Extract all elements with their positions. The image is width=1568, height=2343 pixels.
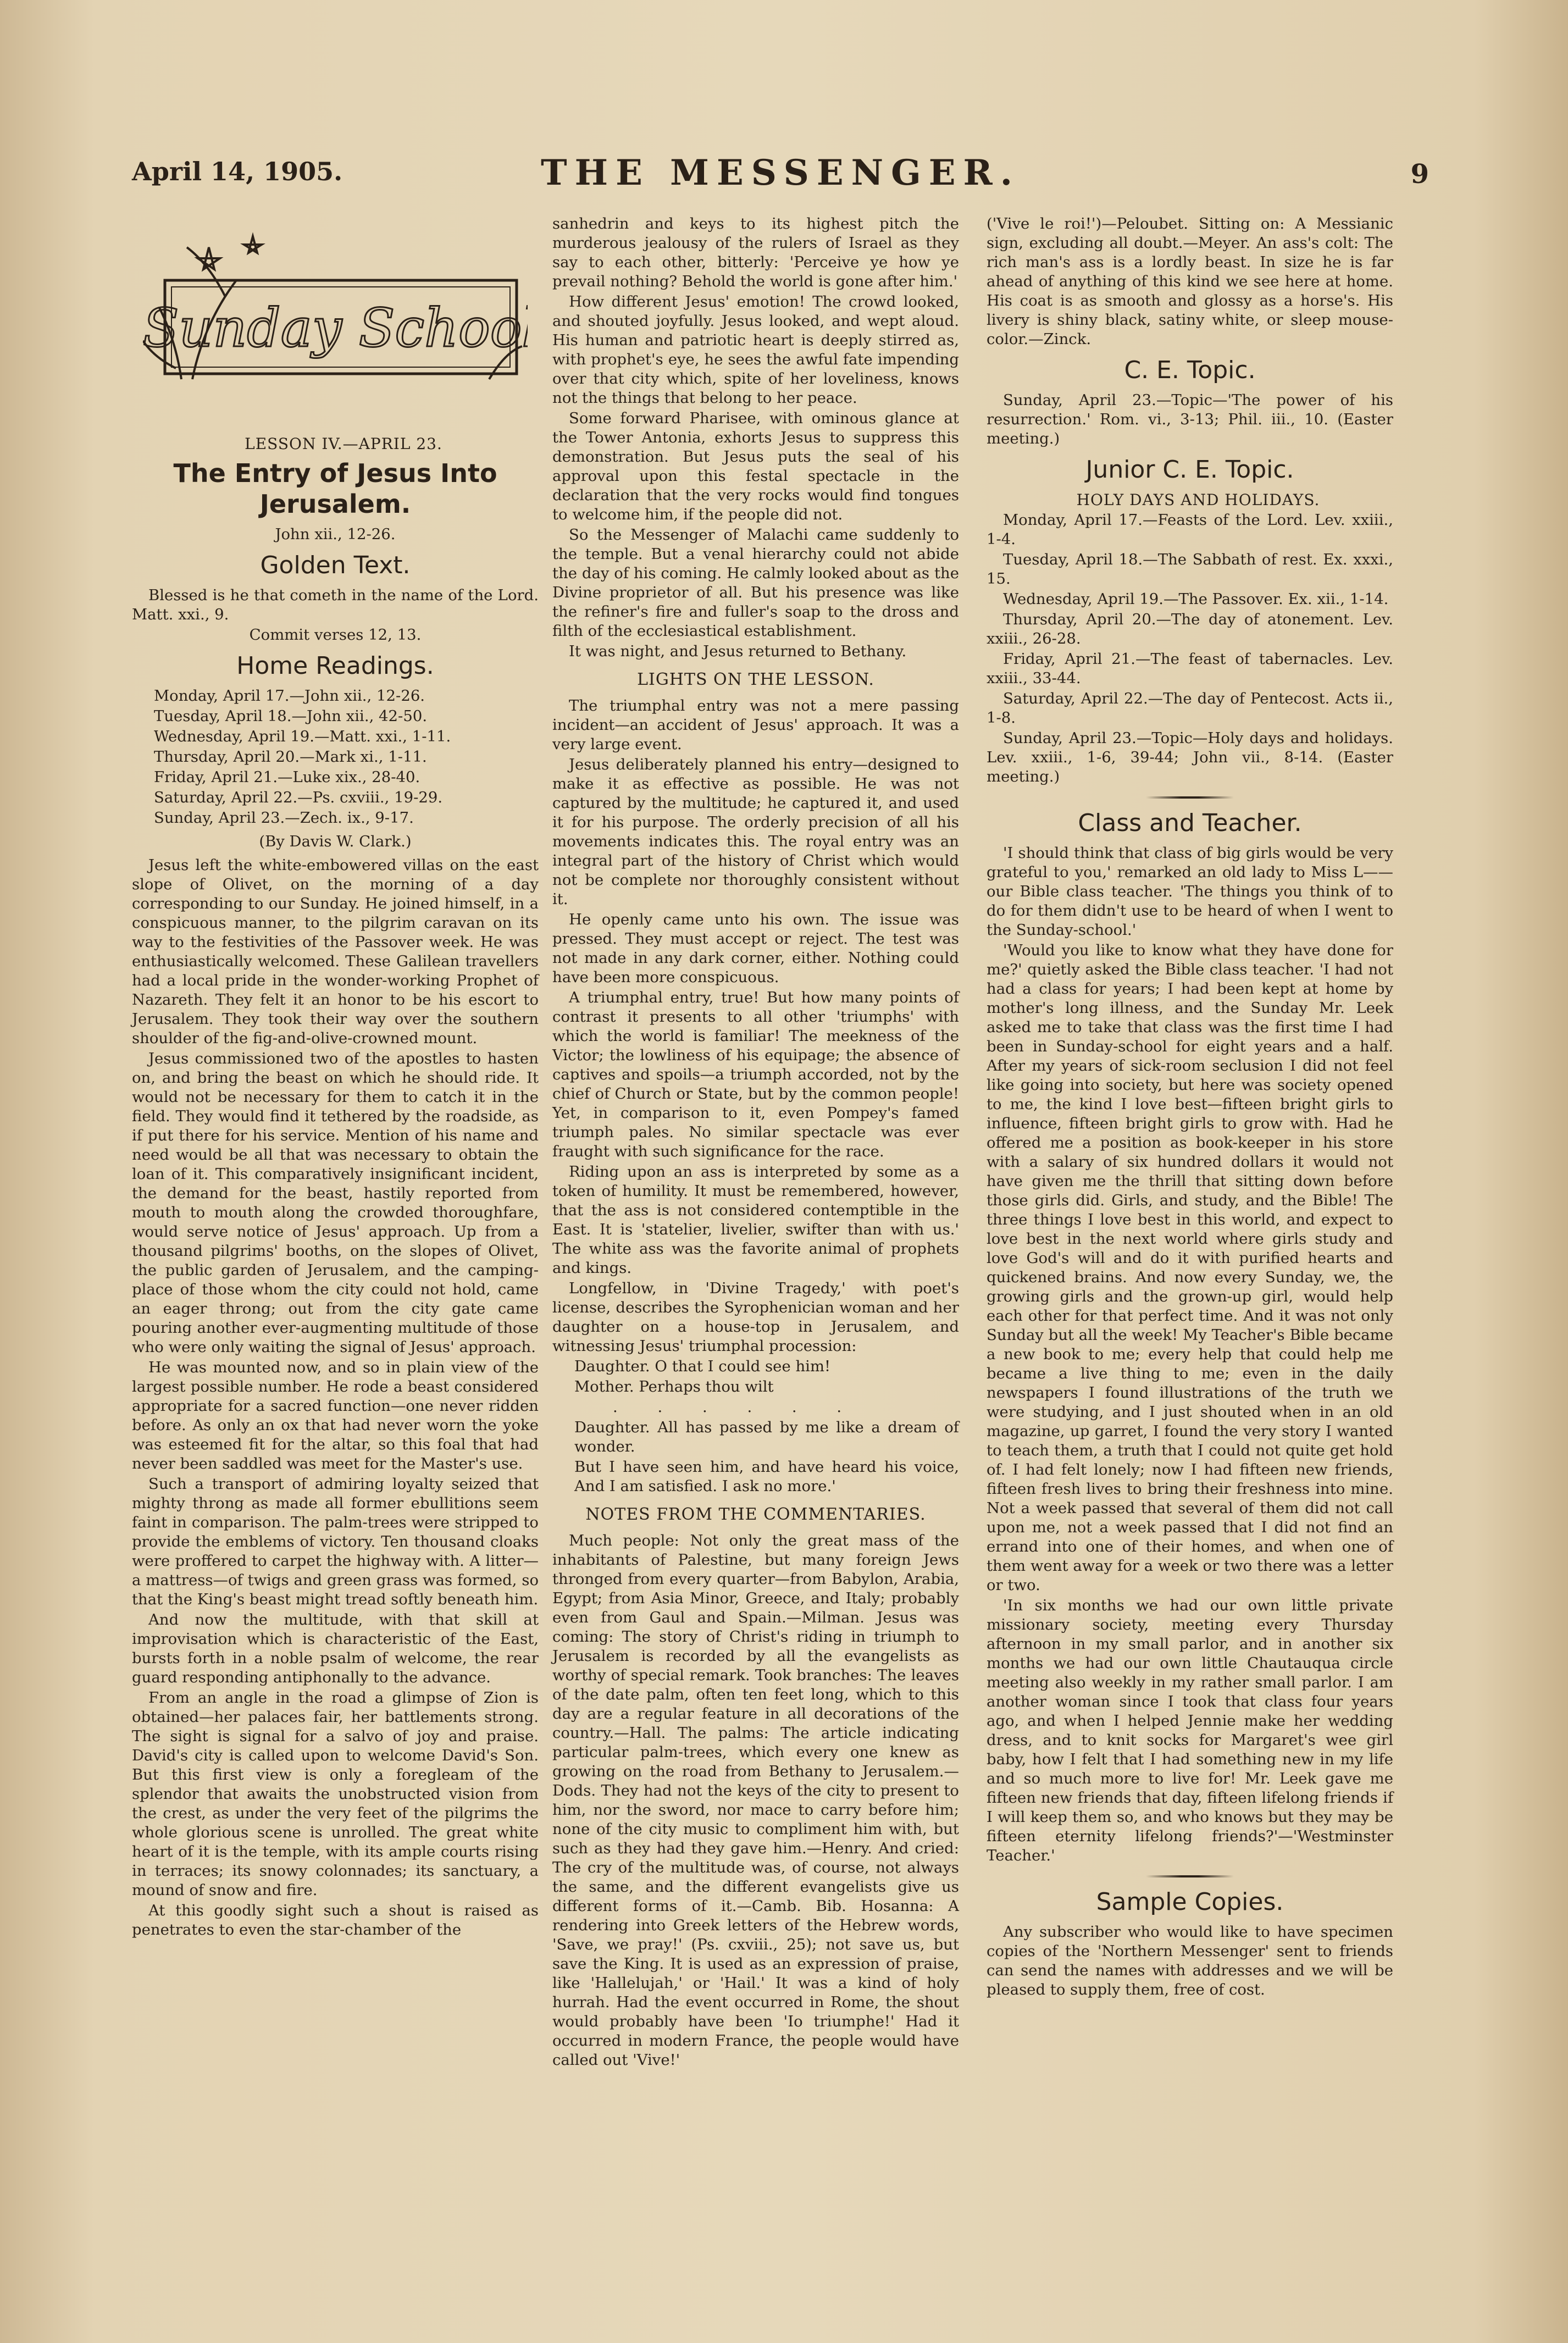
poem-line: Daughter. All has passed by me like a dream of wonder. bbox=[574, 1419, 959, 1455]
ce-topic-heading: C. E. Topic. bbox=[1124, 356, 1256, 384]
page-number: 9 bbox=[1410, 159, 1429, 190]
commit-verses: Commit verses 12, 13. bbox=[249, 626, 422, 644]
article-paragraph: It was night, and Jesus returned to Bethany. bbox=[569, 642, 907, 660]
article-paragraph: ('Vive le roi!')—Peloubet. Sitting on: A Messianic sign, excluding all doubt.—Meyer. An ass's colt: The rich man's ass is a lordly beast. In size he is far ahead of anything of this kind we see here at home. His coat is as smooth and glossy as a horse's. His livery is shiny black, satiny white, or sleep mouse-color.—Zinck. bbox=[987, 215, 1393, 348]
article-paragraph: Such a transport of admiring loyalty seized that mighty throng as made all former ebullitions seem faint in comparison. The palm-trees were stripped to provide the emblems of victory. Ten thousand cloaks were proffered to carpet the highway with. A litter—a mattress—of twigs and green grass was formed, so that the King's beast might tread softly beneath him. bbox=[132, 1475, 539, 1608]
article-paragraph: Some forward Pharisee, with ominous glance at the Tower Antonia, exhorts Jesus to suppress this demonstration. But Jesus puts the seal of his approval upon this festal spectacle in the declaration that the very rocks would find tongues to welcome him, if the people did not. bbox=[552, 409, 959, 523]
author-byline: (By Davis W. Clark.) bbox=[259, 833, 412, 850]
junior-item: Saturday, April 22.—The day of Pentecost. Acts ii., 1-8. bbox=[987, 690, 1393, 727]
poem-line: Daughter. O that I could see him! bbox=[574, 1358, 831, 1375]
article-paragraph: He openly came unto his own. The issue was pressed. They must accept or reject. The test was not made in any dark corner, either. Nothing could have been more conspicuous. bbox=[552, 911, 959, 986]
svg-text:Sunday School: Sunday School bbox=[143, 297, 528, 359]
article-paragraph: How different Jesus' emotion! The crowd looked, and shouted joyfully. Jesus looked, and wept aloud. His human and patriotic heart is deeply stirred as, with prophet's eye, he sees the awful fate impending over that city which, spite of her loveliness, knows not the things that belong to her peace. bbox=[552, 293, 959, 407]
issue-date: April 14, 1905. bbox=[132, 157, 343, 186]
reading-item: Thursday, April 20.—Mark xi., 1-11. bbox=[154, 748, 427, 766]
ce-topic-text: Sunday, April 23.—Topic—'The power of his resurrection.' Rom. vi., 3-13; Phil. iii., 10. (Easter meeting.) bbox=[987, 391, 1393, 447]
masthead bbox=[132, 152, 1429, 201]
article-paragraph: At this goodly sight such a shout is raised as penetrates to even the star-chamber of the bbox=[132, 1902, 539, 1938]
article-paragraph: So the Messenger of Malachi came suddenly to the temple. But a venal hierarchy could not abide the day of his coming. He calmly looked about as the Divine proprietor of all. But his presence was like the refiner's fire and fuller's soap to the dross and filth of the ecclesiastical establishment. bbox=[552, 526, 959, 640]
article-paragraph: He was mounted now, and so in plain view of the largest possible number. He rode a beast considered appropriate for a sacred function—one never ridden before. As only an ox that had never worn the yoke was esteemed fit for the altar, so this foal that had never been saddled was meet for the Master's use. bbox=[132, 1359, 539, 1472]
article-paragraph: Jesus left the white-embowered villas on the east slope of Olivet, on the morning of a day corresponding to our Sunday. He joined himself, in a conspicuous manner, to the pilgrim caravan on its way to the festivities of the Passover week. He was enthusiastically welcomed. These Galilean travellers had a local pride in the wonder-working Prophet of Nazareth. They felt it an honor to be his escort to Jerusalem. They took their way over the southern shoulder of the fig-and-olive-crowned mount. bbox=[132, 856, 539, 1047]
article-paragraph: A triumphal entry, true! But how many points of contrast it presents to all other 'triumphs' with which the world is familiar! The meekness of the Victor; the lowliness of his equipage; the absence of captives and spoils—a triumph accorded, not by the chief of Church or State, but by the common people! Yet, in comparison to it, even Pompey's famed triumph pales. No similar spectacle was ever fraught with such significance for the race. bbox=[552, 989, 959, 1160]
article-paragraph: And now the multitude, with that skill at improvisation which is characteristic of the East, bursts forth in a noble psalm of welcome, the rear guard responding antiphonally to the advance. bbox=[132, 1611, 539, 1686]
junior-item: Monday, April 17.—Feasts of the Lord. Lev. xxiii., 1-4. bbox=[987, 511, 1393, 548]
divider bbox=[1146, 1875, 1234, 1877]
newspaper-title: THE MESSENGER. bbox=[541, 152, 1020, 193]
junior-item: Wednesday, April 19.—The Passover. Ex. xii., 1-14. bbox=[1003, 590, 1389, 608]
article-paragraph: Longfellow, in 'Divine Tragedy,' with poet's license, describes the Syrophenician woman and her daughter on a house-top in Jerusalem, and witnessing Jesus' triumphal procession: bbox=[552, 1279, 959, 1355]
junior-item: Sunday, April 23.—Topic—Holy days and holidays. Lev. xxiii., 1-6, 39-44; John vii., 8-14. (Easter meeting.) bbox=[987, 729, 1393, 785]
article-paragraph: The triumphal entry was not a mere passing incident—an accident of Jesus' approach. It was a very large event. bbox=[552, 697, 959, 753]
reading-item: Friday, April 21.—Luke xix., 28-40. bbox=[154, 768, 420, 786]
junior-item: Tuesday, April 18.—The Sabbath of rest. Ex. xxxi., 15. bbox=[987, 551, 1393, 588]
article-paragraph: sanhedrin and keys to its highest pitch the murderous jealousy of the rulers of Israel as they say to each other, bitterly: 'Perceive ye how ye prevail nothing? Behold the world is gone after him.' bbox=[552, 215, 959, 290]
sunday-school-logo bbox=[143, 214, 528, 423]
class-teacher-heading: Class and Teacher. bbox=[1078, 809, 1302, 837]
divider bbox=[1146, 796, 1234, 799]
article-paragraph: 'In six months we had our own little private missionary society, meeting every Thursday afternoon in my small parlor, and in another six months we had our own little Chautauqua circle meeting also weekly in my rather small parlor. I am another woman since I took that class four years ago, and when I helped Jennie make her wedding dress, and to knit socks for Margaret's wee girl baby, how I felt that I had something new in my life and so much more to live for! Mr. Leek gave me fifteen new friends that day, fifteen lifelong friends if I will keep them so, and who knows but they may be fifteen eternity lifelong friends?'—'Westminster Teacher.' bbox=[987, 1597, 1393, 1864]
article-paragraph: Much people: Not only the great mass of the inhabitants of Palestine, but many foreign Jews thronged from every quarter—from Babylon, Arabia, Egypt; from Asia Minor, Greece, and Italy; probably even from Gaul and Spain.—Milman. Jesus was coming: The story of Christ's riding in triumph to Jerusalem is recorded by all the evangelists as worthy of special remark. Took branches: The leaves of the date palm, often ten feet long, which to this day are a regular feature in all decorations of the country.—Hall. The palms: The article indicating particular palm-trees, which every one knew as growing on the road from Bethany to Jerusalem.—Dods. They had not the keys of the city to present to him, nor the sword, nor mace to carry before him; none of the city music to compliment him with, but such as they had they gave him.—Henry. And cried: The cry of the multitude was, of course, not always the same, and the different evangelists give us different forms of it.—Camb. Bib. Hosanna: A rendering into Greek letters of the Hebrew words, 'Save, we pray!' (Ps. cxviii., 25); not save us, but save the King. It is used as an expression of praise, like 'Hallelujah,' or 'Hail.' It was a kind of holy hurrah. Had the event occurred in Rome, the shout would probably have been 'Io triumphe!' Had it occurred in modern France, the people would have called out 'Vive!' bbox=[552, 1532, 959, 2069]
reading-item: Wednesday, April 19.—Matt. xxi., 1-11. bbox=[154, 728, 451, 745]
article-paragraph: 'Would you like to know what they have done for me?' quietly asked the Bible class teacher. 'I had not had a class for years; I had been kept at home by mother's long illness, and the Sunday Mr. Leek asked me to take that class was the first time I had been in Sunday-school for eight years and a half. After my years of sick-room seclusion I did not feel like going into society, but here was society opened to me, the kind I love best—fifteen bright girls to influence, fifteen bright girls to grow with. Had he offered me a position as book-keeper in his store with a salary of six hundred dollars it would not have given me the thrill that sitting down before those girls did. Girls, and study, and the Bible! The three things I love best in this world, and expect to love best in the next world where girls study and love God's will and do it with purified hearts and quickened brains. And now every Sunday, we, the growing girls and the grown-up girl, would help each other for that perfect time. And it was not only Sunday but all the week! My Teacher's Bible became a new book to me; every help that could help me became a live thing to me; even in the daily newspapers I found illustrations of the truth we were studying, and I just shouted when in an old magazine, up garret, I found the very story I wanted to teach them, a truth that I could not quite get hold of. I had felt lonely; now I had fifteen new friends, fifteen fresh lives to bring their freshness into mine. Not a week passed that several of them did not call upon me, not a week passed that I did not find an errand into one of their homes, and when one of them went away for a week or two there was a letter or two. bbox=[987, 941, 1393, 1594]
article-paragraph: Jesus deliberately planned his entry—designed to make it as effective as possible. He was not captured by the multitude; he captured it, and used it for his purpose. The orderly precision of all his movements indicates this. The royal entry was an integral part of the history of Christ which would not be complete nor thoroughly consistent without it. bbox=[552, 756, 959, 908]
article-paragraph: Jesus commissioned two of the apostles to hasten on, and bring the beast on which he should ride. It would not be necessary for them to catch it in the field. They would find it tethered by the roadside, as if put there for his service. Mention of his name and need would be all that was necessary to obtain the loan of it. This comparatively insignificant incident, the demand for the beast, hastily reported from mouth to mouth along the crowded thoroughfare, would serve notice of Jesus' approach. Up from a thousand pilgrims' booths, on the slopes of Olivet, the public garden of Jerusalem, and the camping-place of those whom the city could not hold, came an eager throng; out from the city gate came pouring another ever-augmenting multitude of those who were only waiting the signal of Jesus' approach. bbox=[132, 1050, 539, 1356]
junior-ce-heading: Junior C. E. Topic. bbox=[1085, 456, 1294, 484]
reading-item: Monday, April 17.—John xii., 12-26. bbox=[154, 687, 425, 705]
junior-ce-subheading: HOLY DAYS AND HOLIDAYS. bbox=[1076, 491, 1320, 509]
poem-line: But I have seen him, and have heard his voice, And I am satisfied. I ask no more.' bbox=[574, 1458, 959, 1495]
home-readings-heading: Home Readings. bbox=[236, 652, 434, 680]
scripture-reference: John xii., 12-26. bbox=[275, 525, 396, 543]
sample-copies-heading: Sample Copies. bbox=[1096, 1888, 1284, 1916]
reading-item: Saturday, April 22.—Ps. cxviii., 19-29. bbox=[154, 789, 443, 806]
golden-text-heading: Golden Text. bbox=[260, 551, 411, 579]
reading-item: Sunday, April 23.—Zech. ix., 9-17. bbox=[154, 809, 414, 827]
poem-line: Mother. Perhaps thou wilt bbox=[574, 1378, 774, 1395]
golden-text: Blessed is he that cometh in the name of the Lord. Matt. xxi., 9. bbox=[132, 586, 539, 623]
lesson-label: LESSON IV.—APRIL 23. bbox=[245, 435, 442, 453]
notes-heading: NOTES FROM THE COMMENTARIES. bbox=[585, 1505, 926, 1524]
poem-ellipsis: . . . . . . bbox=[613, 1398, 860, 1416]
column-3 bbox=[987, 214, 1393, 2001]
sample-copies-text: Any subscriber who would like to have specimen copies of the 'Northern Messenger' sent to friends can send the names with addresses and we will be pleased to supply them, free of cost. bbox=[987, 1923, 1393, 1998]
article-paragraph: Riding upon an ass is interpreted by some as a token of humility. It must be remembered, however, that the ass is not considered contemptible in the East. It is 'statelier, livelier, swifter than with us.' The white ass was the favorite animal of prophets and kings. bbox=[552, 1163, 959, 1277]
article-paragraph: From an angle in the road a glimpse of Zion is obtained—her palaces fair, her battlements strong. The sight is signal for a salvo of joy and praise. David's city is called upon to welcome David's Son. But this first view is only a foregleam of the splendor that awaits the unobstructed vision from the crest, as under the very feet of the pilgrims the whole glorious scene is unrolled. The great white heart of it is the temple, with its ample courts rising in terraces; its snowy colonnades; its sanctuary, a mound of snow and fire. bbox=[132, 1689, 539, 1899]
column-1 bbox=[132, 214, 539, 1941]
article-paragraph: 'I should think that class of big girls would be very grateful to you,' remarked an old lady to Miss L—— our Bible class teacher. 'The things you think of to do for them didn't use to be heard of when I went to the Sunday-school.' bbox=[987, 844, 1393, 939]
reading-item: Tuesday, April 18.—John xii., 42-50. bbox=[154, 707, 428, 725]
sunday-school-illustration bbox=[143, 214, 528, 423]
junior-item: Thursday, April 20.—The day of atonement. Lev. xxiii., 26-28. bbox=[987, 611, 1393, 647]
column-2 bbox=[552, 214, 959, 2071]
lights-heading: LIGHTS ON THE LESSON. bbox=[637, 670, 874, 689]
lesson-title: The Entry of Jesus Into Jerusalem. bbox=[173, 458, 497, 519]
junior-item: Friday, April 21.—The feast of tabernacles. Lev. xxiii., 33-44. bbox=[987, 650, 1393, 687]
